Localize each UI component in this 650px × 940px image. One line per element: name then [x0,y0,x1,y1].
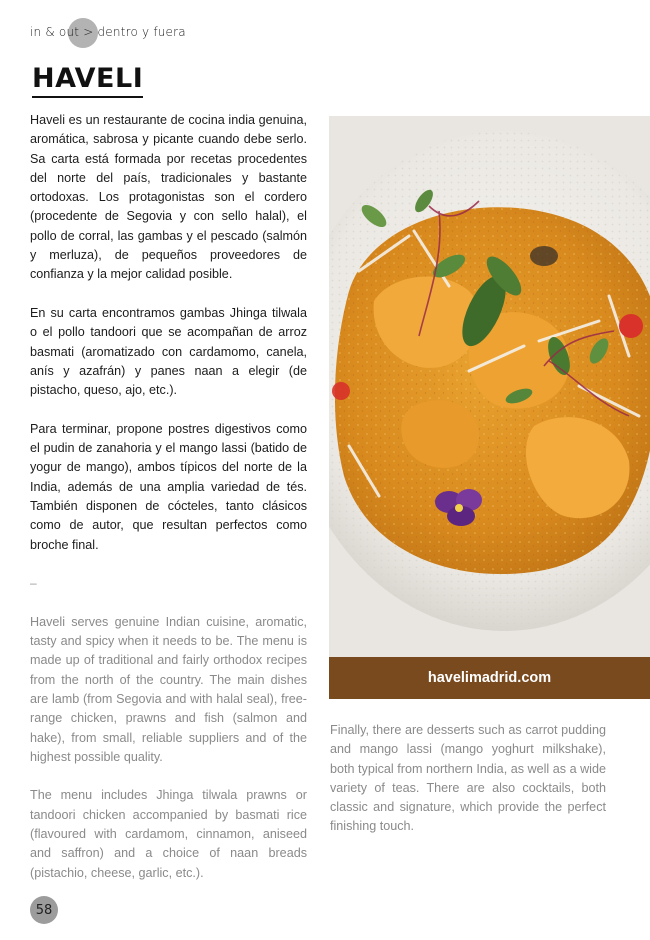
left-column [30,111,307,883]
website-bar [329,657,650,699]
breadcrumb: in & out > dentro y fuera [30,25,186,39]
page-title: HAVELI [32,64,143,98]
right-column [330,721,606,837]
spanish-paragraph-3: Para terminar, propone postres digestivos como el pudin de zanahoria y el mango lassi (batido de yogur de mango), ambos típicos del norte de la India, además de una amplia variedad de tés. También disponen de cócteles, tanto clásicos como de autor, que resultan perfectos como broche final. [30,421,307,552]
spanish-paragraph-1: Haveli es un restaurante de cocina india genuina, aromática, sabrosa y picante cuando debe serlo. Sa carta está formada por recetas procedentes del norte del país, tradicionales y bastante ortodoxas. Los protagonistas son el cordero (procedente de Segovia y con sello halal), el pollo de corral, las gambas y el pescado (salmón y merluza), de pequeños proveedores de confianza y la mejor calidad posible. [30,113,307,282]
spanish-paragraph-2: En su carta encontramos gambas Jhinga tilwala o el pollo tandoori que se acompañan de arroz basmati (aromatizado con cardamomo, canela, anís y azafrán) y panes naan a elegir (de pistacho, queso, ajo, etc.). [30,305,307,398]
english-paragraph-1: Haveli serves genuine Indian cuisine, aromatic, tasty and spicy when it needs to be. The menu is made up of traditional and fairly orthodox recipes from the north of the country. The main dishes are lamb (from Segovia and with halal seal), free-range chicken, prawns and fish (salmon and hake), from small, reliable suppliers and of the highest possible quality. [30,614,307,764]
website-link[interactable]: havelimadrid.com [427,670,552,686]
language-separator: – [30,576,37,591]
english-paragraph-3: Finally, there are desserts such as carrot pudding and mango lassi (mango yoghurt milkshake), both typical from northern India, as well as a wide variety of teas. There are also cocktails, both classic and signature, which provide the perfect finishing touch. [330,723,606,834]
curry-dish-photo [329,116,650,657]
page-number-badge [30,896,58,924]
page-number: 58 [35,902,53,918]
english-paragraph-2: The menu includes Jhinga tilwala prawns or tandoori chicken accompanied by basmati rice (flavoured with cardamom, cinnamon, aniseed and saffron) and a choice of naan breads (pistachio, cheese, garlic, etc.). [30,788,307,880]
